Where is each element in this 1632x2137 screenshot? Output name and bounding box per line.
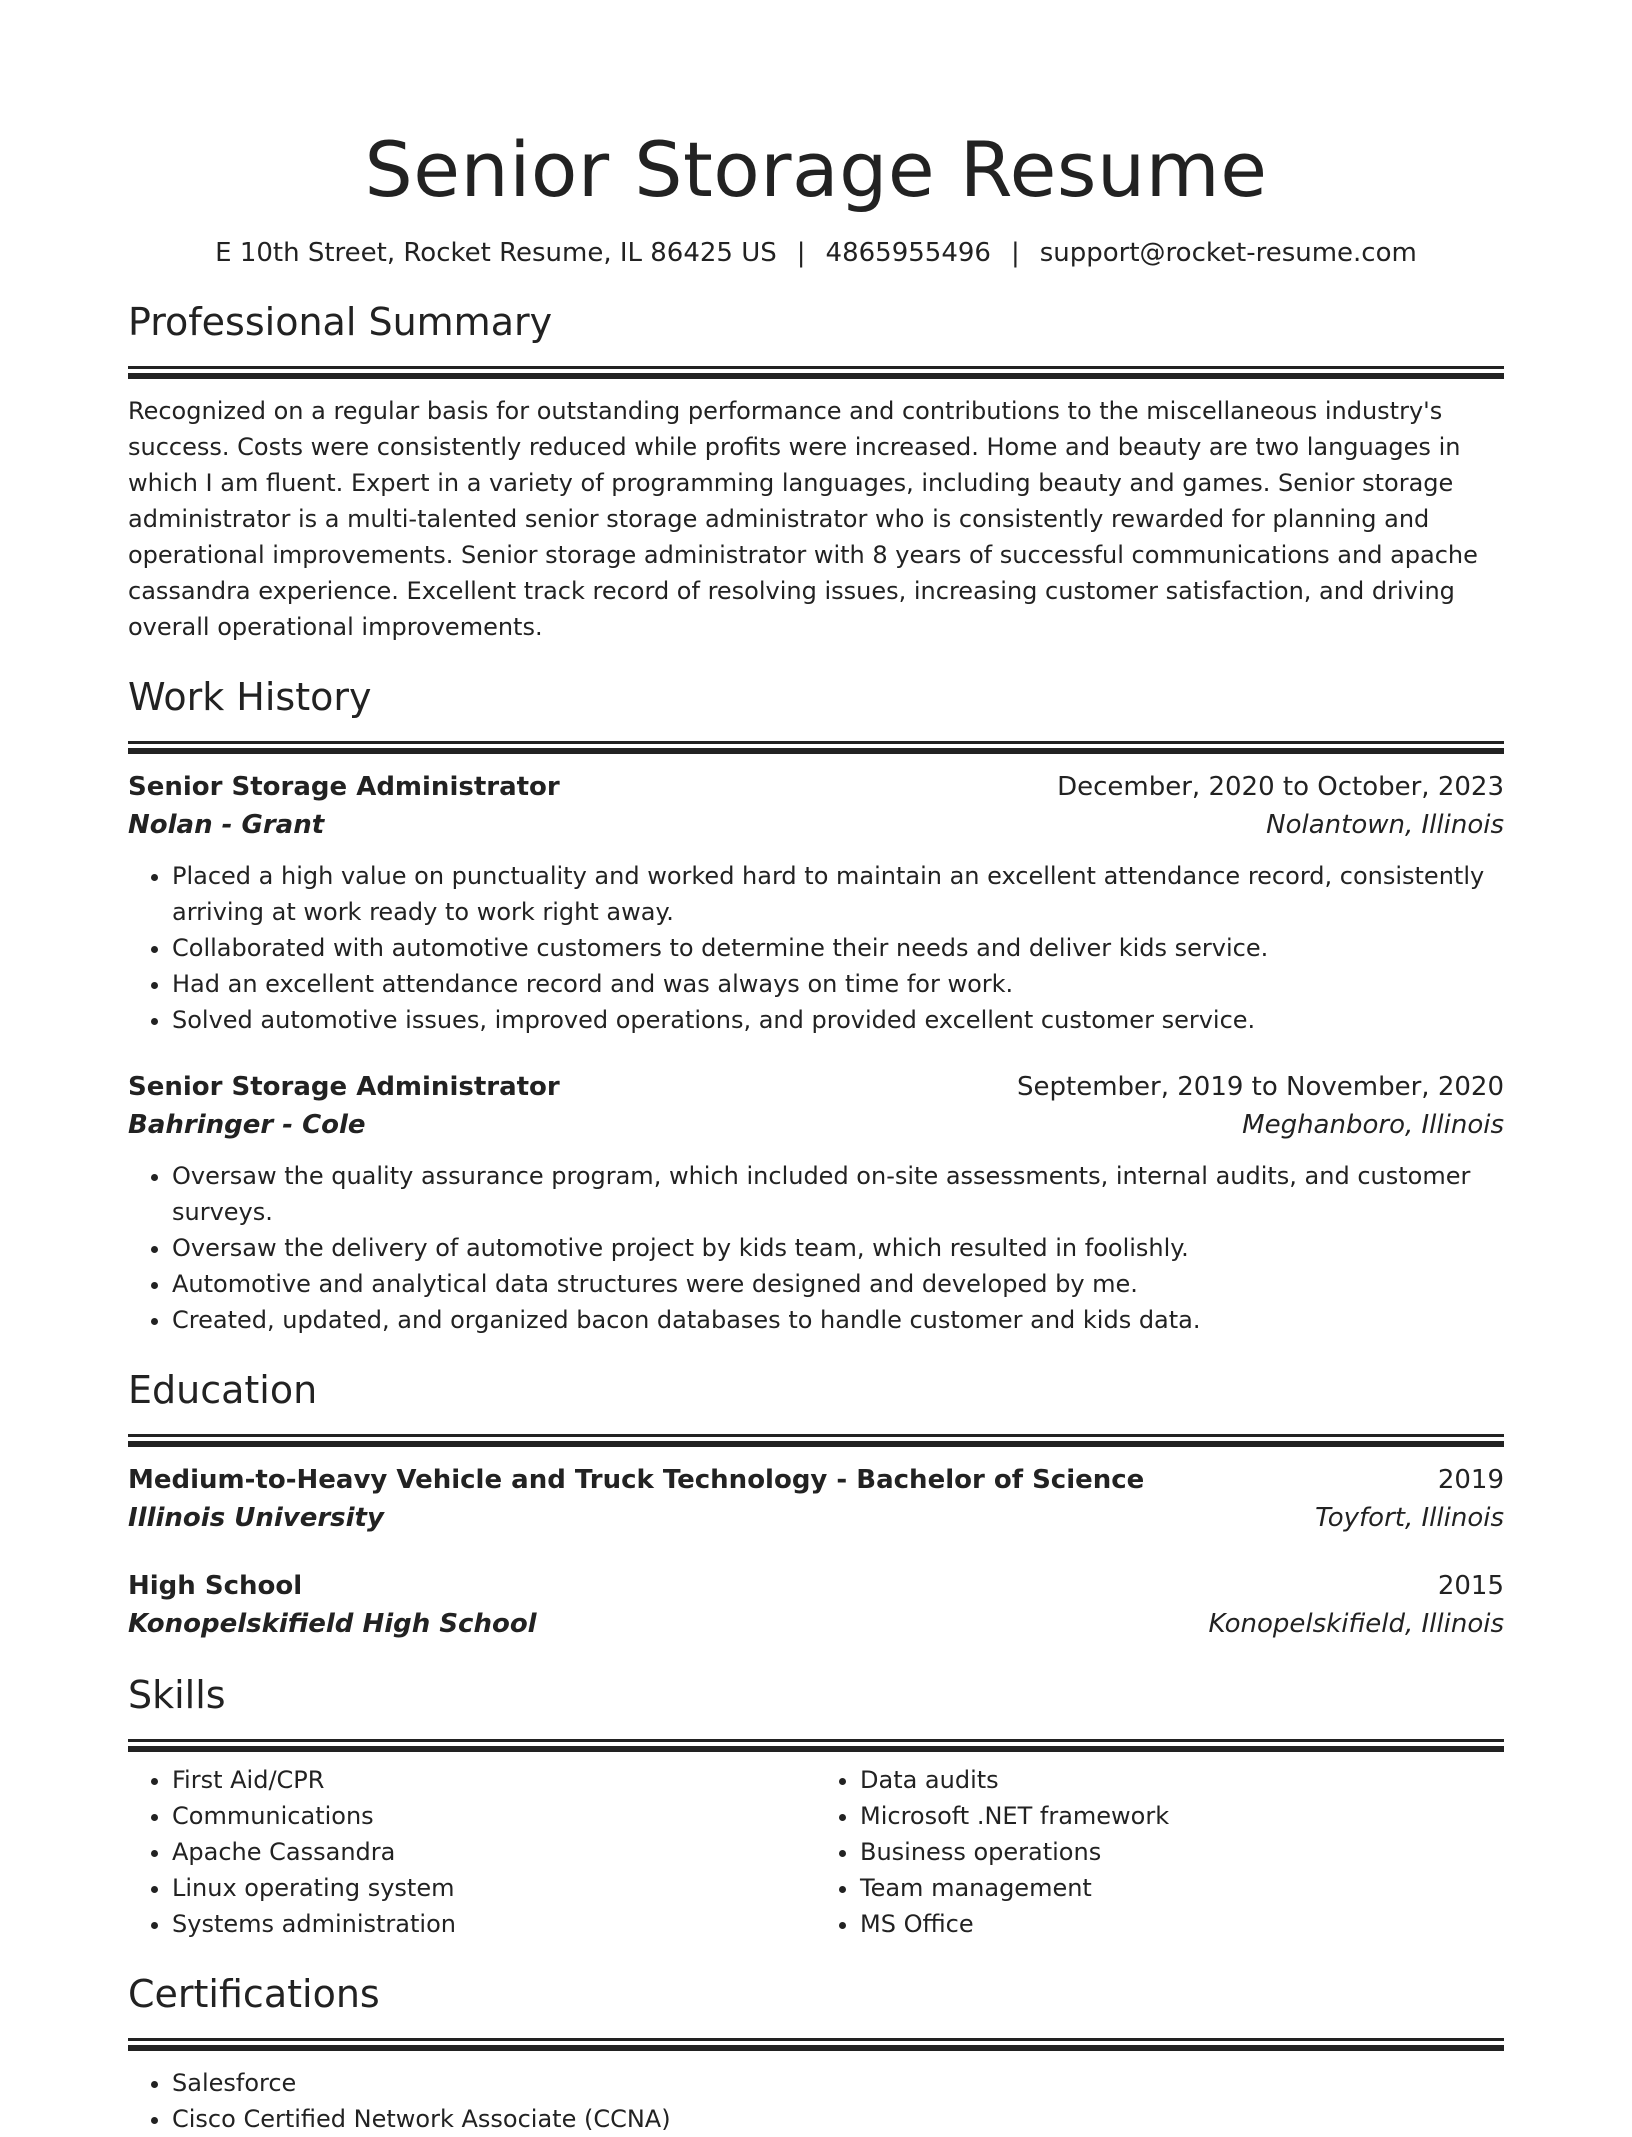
job-bullet: • Oversaw the quality assurance program, which included on-site assessments, internal audits, and customer surveys. — [172, 1158, 1504, 1230]
section-rule-thick — [128, 1441, 1504, 1447]
job-location: Nolantown, Illinois — [1266, 810, 1504, 840]
certifications-list — [128, 2065, 1504, 2137]
education-degree: Medium-to-Heavy Vehicle and Truck Technology - Bachelor of Science — [128, 1465, 1145, 1495]
education-location: Konopelskifield, Illinois — [1208, 1609, 1504, 1639]
job-dates: September, 2019 to November, 2020 — [1017, 1072, 1504, 1102]
section-heading: Certifications — [128, 1972, 380, 2016]
education-school-row — [128, 1499, 1504, 1537]
job-bullets — [128, 858, 1504, 1038]
section-rule-thick — [128, 1746, 1504, 1752]
skills-columns — [128, 1762, 1504, 1942]
job-title-row — [128, 1068, 1504, 1106]
education-school: Konopelskifield High School — [128, 1609, 537, 1639]
skill-item: • Business operations — [860, 1834, 1504, 1870]
job-company: Nolan - Grant — [128, 810, 325, 840]
education-entry — [128, 1567, 1504, 1643]
job-entry — [128, 1068, 1504, 1338]
skill-item: • Systems administration — [172, 1906, 816, 1942]
job-bullet: • Solved automotive issues, improved operations, and provided excellent customer service. — [172, 1002, 1504, 1038]
certifications-block — [128, 2065, 1504, 2137]
skill-item: • Microsoft .NET framework — [860, 1798, 1504, 1834]
job-title-row — [128, 768, 1504, 806]
contact-phone: 4865955496 — [825, 238, 991, 268]
work-section-header — [128, 673, 1504, 754]
skills-list-right — [816, 1762, 1504, 1942]
section-heading: Professional Summary — [128, 300, 553, 344]
skills-section-header — [128, 1671, 1504, 1752]
certification-item: • Salesforce — [172, 2065, 1504, 2101]
skill-item: • Communications — [172, 1798, 816, 1834]
section-rule-thick — [128, 748, 1504, 754]
section-heading: Work History — [128, 675, 372, 719]
certifications-section-header — [128, 1970, 1504, 2051]
job-title: Senior Storage Administrator — [128, 772, 560, 802]
education-year: 2015 — [1437, 1571, 1504, 1601]
education-degree-row — [128, 1567, 1504, 1605]
education-degree-row — [128, 1461, 1504, 1499]
job-title: Senior Storage Administrator — [128, 1072, 560, 1102]
job-company-row — [128, 1106, 1504, 1144]
contact-email: support@rocket-resume.com — [1039, 238, 1417, 268]
job-bullet: • Oversaw the delivery of automotive project by kids team, which resulted in foolishly. — [172, 1230, 1504, 1266]
job-entry — [128, 768, 1504, 1038]
section-rule-thin — [128, 366, 1504, 369]
skill-item: • Apache Cassandra — [172, 1834, 816, 1870]
section-rule-thin — [128, 1739, 1504, 1742]
section-rule-thick — [128, 2045, 1504, 2051]
job-bullet: • Collaborated with automotive customers to determine their needs and deliver kids service. — [172, 930, 1504, 966]
education-location: Toyfort, Illinois — [1315, 1503, 1504, 1533]
education-degree: High School — [128, 1571, 303, 1601]
education-school-row — [128, 1605, 1504, 1643]
education-year: 2019 — [1437, 1465, 1504, 1495]
skill-item: • MS Office — [860, 1906, 1504, 1942]
job-location: Meghanboro, Illinois — [1242, 1110, 1504, 1140]
skill-item: • Team management — [860, 1870, 1504, 1906]
section-heading: Education — [128, 1368, 318, 1412]
job-company: Bahringer - Cole — [128, 1110, 366, 1140]
job-dates: December, 2020 to October, 2023 — [1057, 772, 1504, 802]
contact-address: E 10th Street, Rocket Resume, IL 86425 US — [215, 238, 777, 268]
skill-item: • Data audits — [860, 1762, 1504, 1798]
job-bullet: • Automotive and analytical data structures were designed and developed by me. — [172, 1266, 1504, 1302]
job-bullet: • Placed a high value on punctuality and worked hard to maintain an excellent attendance record, consistently arriving at work ready to work right away. — [172, 858, 1504, 930]
section-rule-thin — [128, 2038, 1504, 2041]
education-entry — [128, 1461, 1504, 1537]
education-section-header — [128, 1366, 1504, 1447]
education-school: Illinois University — [128, 1503, 384, 1533]
section-rule-thick — [128, 373, 1504, 379]
job-bullets — [128, 1158, 1504, 1338]
job-company-row — [128, 806, 1504, 844]
skills-list-left — [128, 1762, 816, 1942]
section-rule-thin — [128, 1434, 1504, 1437]
job-bullet: • Had an excellent attendance record and was always on time for work. — [172, 966, 1504, 1002]
job-bullet: • Created, updated, and organized bacon databases to handle customer and kids data. — [172, 1302, 1504, 1338]
section-heading: Skills — [128, 1673, 226, 1717]
contact-separator: | — [1010, 238, 1020, 268]
contact-separator: | — [796, 238, 806, 268]
section-rule-thin — [128, 741, 1504, 744]
skill-item: • First Aid/CPR — [172, 1762, 816, 1798]
summary-text: Recognized on a regular basis for outstanding performance and contributions to the miscellaneous industry's success. Costs were consistently reduced while profits were increased. Home and beauty are two languages in which I am fluent. Expert in a variety of programming languages, including beauty and games. Senior storage administrator is a multi-talented senior storage administrator who is consistently rewarded for planning and operational improvements. Senior storage administrator with 8 years of successful communications and apache cassandra experience. Excellent track record of resolving issues, increasing customer satisfaction, and driving overall operational improvements. — [128, 397, 1478, 641]
certification-item: • Cisco Certified Network Associate (CCNA) — [172, 2101, 1504, 2137]
contact-line — [128, 236, 1504, 270]
summary-section-header — [128, 298, 1504, 379]
resume-title: Senior Storage Resume — [364, 125, 1268, 214]
skill-item: • Linux operating system — [172, 1870, 816, 1906]
